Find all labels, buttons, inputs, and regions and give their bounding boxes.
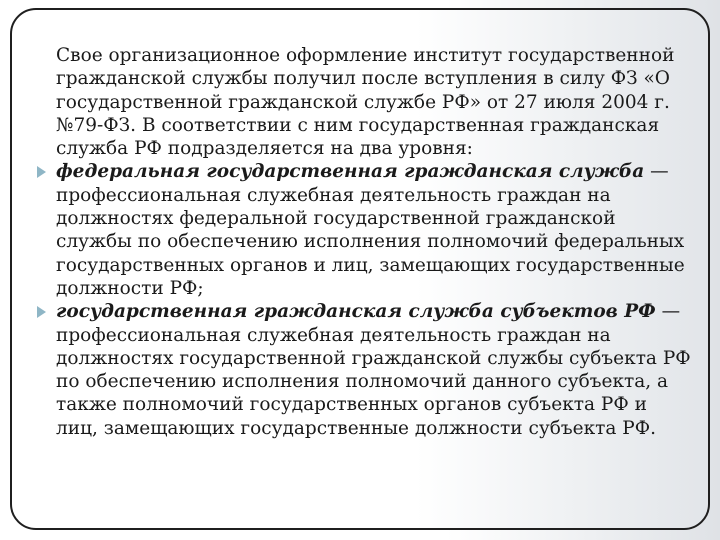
bullet-text: — профессиональная служебная деятельность граждан на должностях федеральной государственной гражданской службы по обеспечению исполнения полномочий федеральных государственных органов и лиц, замещающих государственные должности РФ; [56, 161, 685, 299]
bullet-item-regional [52, 300, 692, 440]
triangle-bullet-icon [37, 166, 46, 178]
slide-text-body [52, 44, 692, 440]
intro-paragraph: Свое организационное оформление институт государственной гражданской службы получил после вступления в силу ФЗ «О государственной гражданской службе РФ» от 27 июля 2004 г. №79-ФЗ. В соответствии с ним государственная гражданская служба РФ подразделяется на два уровня: [56, 45, 675, 160]
triangle-bullet-icon [37, 306, 46, 318]
bullet-term: государственная гражданская служба субъектов РФ [56, 301, 656, 323]
bullet-item-federal [52, 160, 692, 300]
bullet-text: — профессиональная служебная деятельность граждан на должностях государственной гражданской службы субъекта РФ по обеспечению исполнения полномочий данного субъекта, а также полномочий государственных органов субъекта РФ и лиц, замещающих государственные должности субъекта РФ. [56, 301, 691, 439]
bullet-term: федеральная государственная гражданская служба [56, 161, 645, 183]
